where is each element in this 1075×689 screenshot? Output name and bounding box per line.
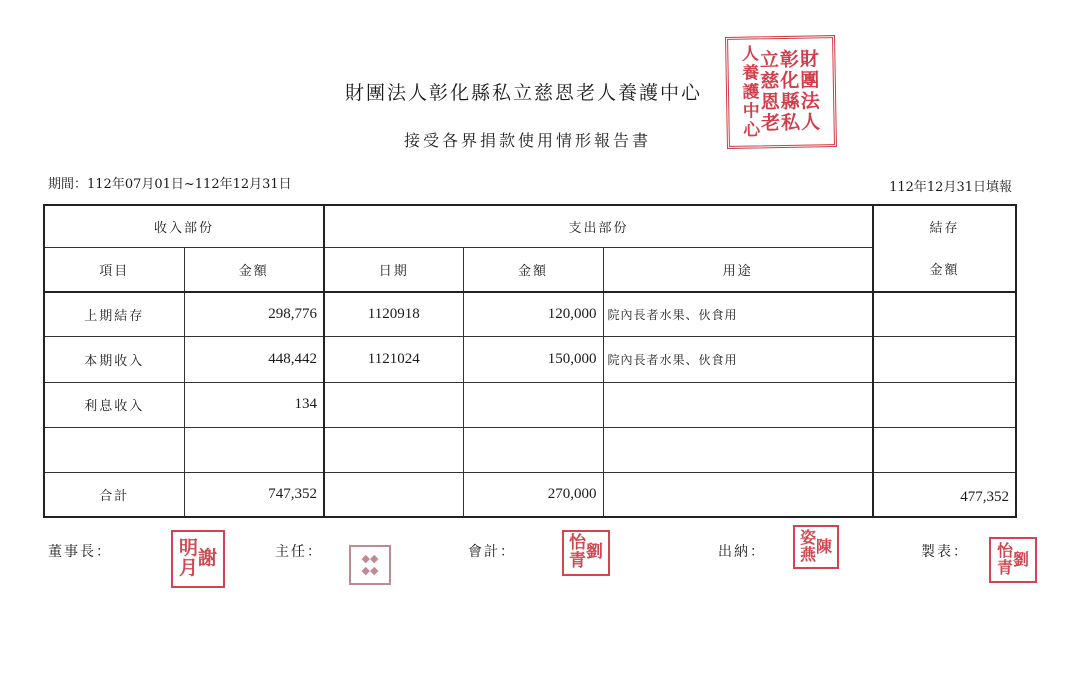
column-header-date: 日期 bbox=[324, 247, 463, 291]
document-title: 財團法人彰化縣私立慈恩老人養護中心 bbox=[344, 82, 702, 104]
column-header-expense-amount: 金額 bbox=[463, 247, 603, 291]
row-date: 1121024 bbox=[324, 337, 463, 382]
row-balance-amount bbox=[873, 382, 1016, 427]
row-item: 上期結存 bbox=[44, 292, 184, 337]
table-row bbox=[44, 292, 1016, 337]
row-date bbox=[324, 427, 463, 472]
director-label: 主任： bbox=[275, 544, 323, 560]
row-income-amount: 134 bbox=[184, 382, 324, 427]
preparer-seal: 劉 怡 青 bbox=[989, 537, 1037, 583]
director-seal: ◆ ◆ ◆ ◆ bbox=[349, 545, 391, 585]
row-date: 1120918 bbox=[324, 292, 463, 337]
accountant-label: 會計： bbox=[468, 544, 516, 560]
table-row bbox=[44, 427, 1016, 472]
reporting-period: 期間：112年07月01日~112年12月31日 bbox=[48, 177, 292, 192]
total-label: 合計 bbox=[44, 473, 184, 517]
expense-section-header: 支出部份 bbox=[324, 205, 873, 247]
table-group-header-row bbox=[44, 205, 1016, 247]
total-expense-amount: 270,000 bbox=[463, 473, 603, 517]
table-column-header-row bbox=[44, 247, 1016, 291]
accountant-seal: 劉 怡 青 bbox=[562, 530, 610, 576]
column-header-income-amount: 金額 bbox=[184, 247, 324, 291]
total-balance-amount: 477,352 bbox=[873, 473, 1016, 517]
row-item bbox=[44, 427, 184, 472]
row-balance-amount bbox=[873, 292, 1016, 337]
row-date bbox=[324, 382, 463, 427]
row-balance-amount bbox=[873, 427, 1016, 472]
organization-seal: 財 團 法 人 彰 化 縣 私 立 慈 恩 老 人 養 護 中 心 bbox=[725, 35, 837, 149]
row-purpose: 院內長者水果、伙食用 bbox=[603, 337, 873, 382]
row-purpose: 院內長者水果、伙食用 bbox=[603, 292, 873, 337]
row-purpose bbox=[603, 382, 873, 427]
row-expense-amount bbox=[463, 427, 603, 472]
row-income-amount: 448,442 bbox=[184, 337, 324, 382]
total-income-amount: 747,352 bbox=[184, 473, 324, 517]
row-balance-amount bbox=[873, 337, 1016, 382]
document-subtitle: 接受各界捐款使用情形報告書 bbox=[403, 131, 651, 150]
row-expense-amount bbox=[463, 382, 603, 427]
filed-date: 112年12月31日填報 bbox=[889, 180, 1012, 195]
chairman-label: 董事長： bbox=[48, 544, 112, 560]
total-purpose bbox=[603, 473, 873, 517]
row-income-amount: 298,776 bbox=[184, 292, 324, 337]
chairman-seal: 謝 明 月 bbox=[171, 530, 225, 588]
table-total-row bbox=[44, 473, 1016, 517]
total-date bbox=[324, 473, 463, 517]
income-section-header: 收入部份 bbox=[44, 205, 324, 247]
row-purpose bbox=[603, 427, 873, 472]
row-income-amount bbox=[184, 427, 324, 472]
preparer-label: 製表： bbox=[921, 544, 969, 560]
donation-report-table bbox=[43, 204, 1017, 518]
table-row bbox=[44, 337, 1016, 382]
column-header-balance-amount: 金額 bbox=[873, 247, 1016, 291]
cashier-label: 出納： bbox=[718, 544, 766, 560]
balance-section-header: 結存 bbox=[873, 205, 1016, 247]
row-expense-amount: 120,000 bbox=[463, 292, 603, 337]
row-item: 利息收入 bbox=[44, 382, 184, 427]
cashier-seal: 陳 姿 燕 bbox=[793, 525, 839, 569]
table-row bbox=[44, 382, 1016, 427]
row-item: 本期收入 bbox=[44, 337, 184, 382]
row-expense-amount: 150,000 bbox=[463, 337, 603, 382]
column-header-purpose: 用途 bbox=[603, 247, 873, 291]
column-header-item: 項目 bbox=[44, 247, 184, 291]
